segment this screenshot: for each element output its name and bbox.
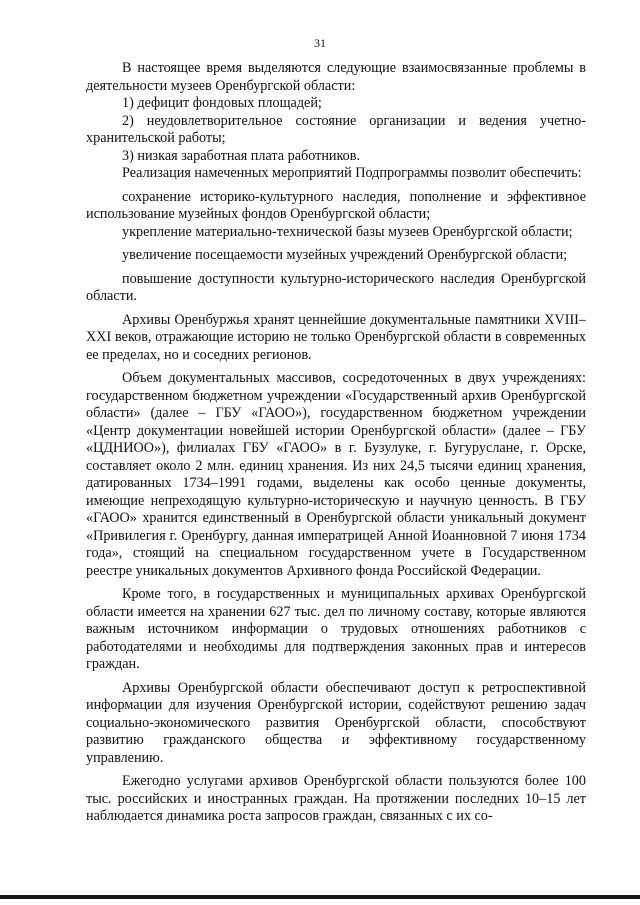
paragraph: Архивы Оренбуржья хранят ценнейшие документальные памятники XVIII–XXI веков, отражающие историю не только Оренбургской области в современных ее пределах, но и соседних регионов.: [86, 311, 586, 363]
bottom-rule: [0, 895, 640, 899]
paragraph: Кроме того, в государственных и муниципальных архивах Оренбургской области имеется на хранении 627 тыс. дел по личному составу, которые являются важным источником информации о трудовых отношениях работников с работодателями и необходимы для подтверждения законных прав и интересов граждан.: [86, 586, 586, 672]
body-text: [86, 60, 586, 826]
paragraph: Ежегодно услугами архивов Оренбургской области пользуются более 100 тыс. российских и иностранных граждан. На протяжении последних 10–15 лет наблюдается динамика роста запросов граждан, связанных с их со-: [86, 773, 586, 824]
paragraph: Реализация намеченных мероприятий Подпрограммы позволит обеспечить:: [122, 165, 582, 181]
list-item: повышение доступности культурно-исторического наследия Оренбургской области.: [86, 270, 586, 304]
page-number: 31: [314, 36, 326, 50]
list-item: увеличение посещаемости музейных учреждений Оренбургской области;: [122, 247, 568, 263]
list-item: сохранение историко-культурного наследия, пополнение и эффективное использование музейных фондов Оренбургской области;: [86, 188, 586, 222]
paragraph: В настоящее время выделяются следующие взаимосвязанные проблемы в деятельности музеев Оренбургской области:: [86, 60, 586, 94]
paragraph: Объем документальных массивов, сосредоточенных в двух учреждениях: государственном бюджетном учреждении «Государственный архив Оренбургской области» (далее – ГБУ «ГАОО»), государственном бюджетном учреждении «Центр документации новейшей истории Оренбургской области» (далее – ГБУ «ЦДНИОО»), филиалах ГБУ «ГАОО» в г. Бузулуке, г. Бугуруслане, г. Орске, составляет около 2 млн. единиц хранения. Из них 24,5 тысячи единиц хранения, датированных 1734–1991 годами, выделены как особо ценные документы, имеющие непреходящую культурно-историческую и научную ценность. В ГБУ «ГАОО» хранится единственный в Оренбургской области уникальный документ «Привилегия г. Оренбургу, данная императрицей Анной Иоанновной 7 июня 1734 года», стоящий на специальном государственном учете в Государственном реестре уникальных документов Архивного фонда Российской Федерации.: [86, 370, 586, 579]
list-item: укрепление материально-технической базы музеев Оренбургской области;: [122, 223, 573, 240]
paragraph: Архивы Оренбургской области обеспечивают доступ к ретроспективной информации для изучения Оренбургской истории, содействуют решению задач социально-экономического развития Оренбургской области, способствуют развитию гражданского общества и эффективному государственному управлению.: [86, 679, 586, 766]
list-item: 3) низкая заработная плата работников.: [122, 147, 361, 164]
list-item: 2) неудовлетворительное состояние организации и ведения учетно-хранительской работы;: [86, 112, 586, 146]
list-item: 1) дефицит фондовых площадей;: [122, 95, 322, 111]
